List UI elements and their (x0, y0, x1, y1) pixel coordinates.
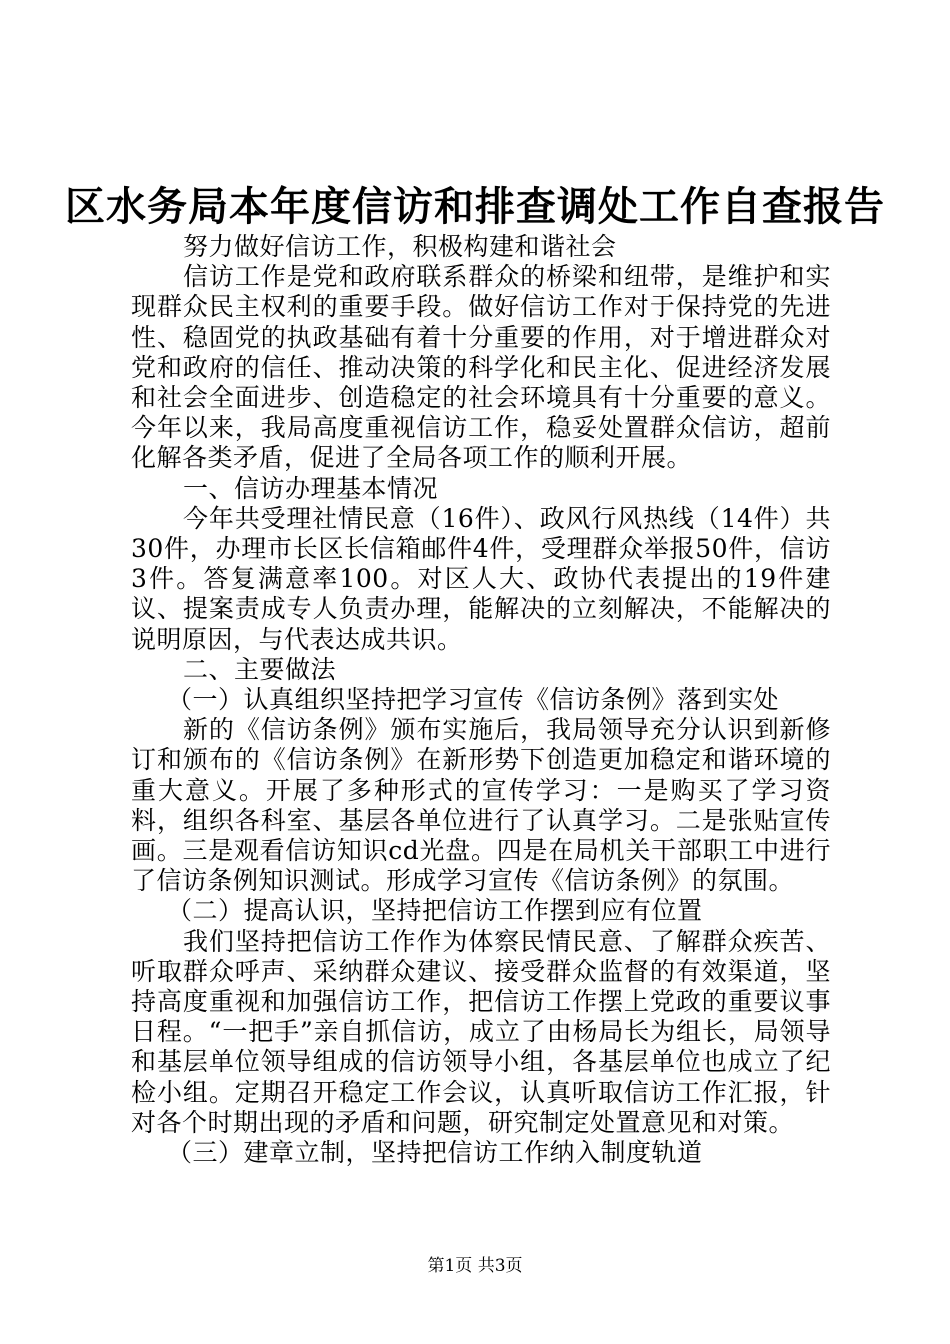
paragraph-sub-1: 新的《信访条例》颁布实施后，我局领导充分认识到新修订和颁布的《信访条例》在新形势下创造更加稳定和谐环境的重大意义。开展了多种形式的宣传学习：一是购买了学习资料，组织各科室、基层各单位进行了认真学习。二是张贴宣传画。三是观看信访知识cd光盘。四是在局机关干部职工中进行了信访条例知识测试。形成学习宣传《信访条例》的氛围。 (131, 715, 831, 896)
subheading-2: （二）提高认识，坚持把信访工作摆到应有位置 (167, 896, 703, 926)
paragraph-subtitle: 努力做好信访工作，积极构建和谐社会 (183, 232, 617, 261)
paragraph-section-1: 今年共受理社情民意（16件）、政风行风热线（14件）共30件，办理市长区长信箱邮件4件，受理群众举报50件，信访3件。答复满意率100。对区人大、政协代表提出的19件建议、提案责成专人负责办理，能解决的立刻解决，不能解决的说明原因，与代表达成共识。 (131, 503, 831, 654)
document-body (131, 232, 831, 1168)
section-heading-1: 一、信访办理基本情况 (183, 473, 439, 503)
subheading-1: （一）认真组织坚持把学习宣传《信访条例》落到实处 (167, 685, 780, 715)
paragraph-intro: 信访工作是党和政府联系群众的桥梁和纽带，是维护和实现群众民主权利的重要手段。做好信访工作对于保持党的先进性、稳固党的执政基础有着十分重要的作用，对于增进群众对党和政府的信任、推动决策的科学化和民主化、促进经济发展和社会全面进步、创造稳定的社会环境具有十分重要的意义。今年以来，我局高度重视信访工作，稳妥处置群众信访，超前化解各类矛盾，促进了全局各项工作的顺利开展。 (131, 262, 831, 473)
document-title: 区水务局本年度信访和排查调处工作自查报告 (65, 183, 885, 230)
subheading-3: （三）建章立制，坚持把信访工作纳入制度轨道 (167, 1138, 703, 1168)
section-heading-2: 二、主要做法 (183, 654, 337, 684)
paragraph-sub-2: 我们坚持把信访工作作为体察民情民意、了解群众疾苦、听取群众呼声、采纳群众建议、接受群众监督的有效渠道，坚持高度重视和加强信访工作，把信访工作摆上党政的重要议事日程。“一把手”亲自抓信访，成立了由杨局长为组长，局领导和基层单位领导组成的信访领导小组，各基层单位也成立了纪检小组。定期召开稳定工作会议，认真听取信访工作汇报，针对各个时期出现的矛盾和问题，研究制定处置意见和对策。 (131, 926, 831, 1137)
page-footer: 第1页 共3页 (427, 1256, 523, 1276)
